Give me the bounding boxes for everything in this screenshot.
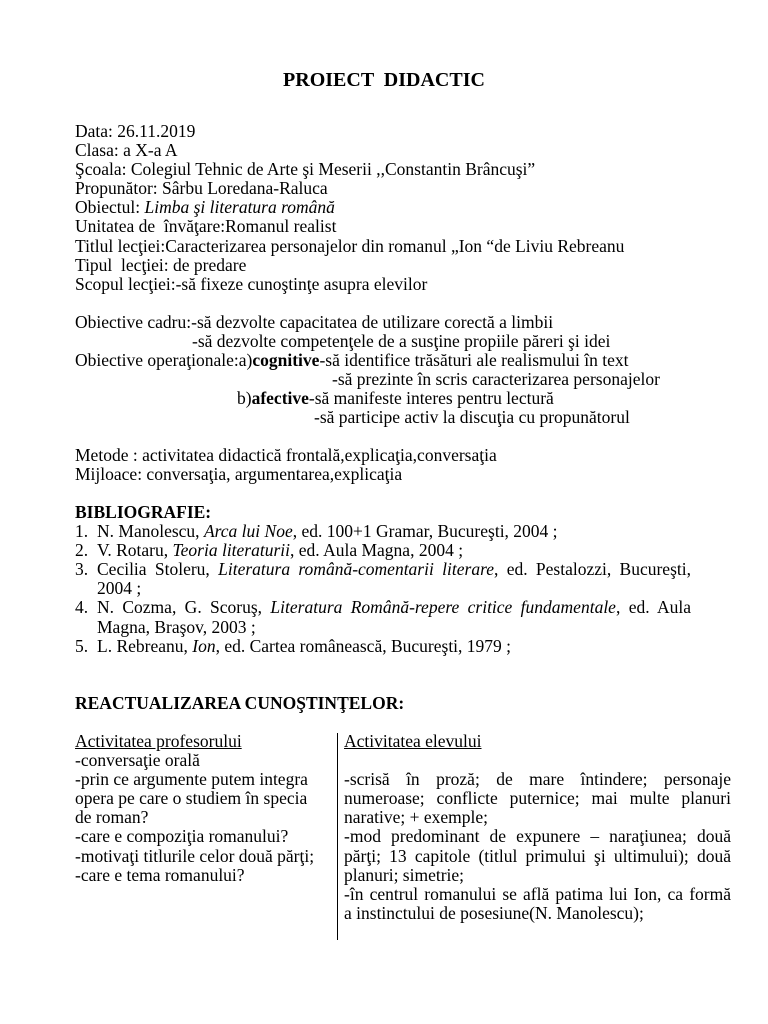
author: L. Rebreanu, [97, 635, 193, 656]
student-answer-line: numeroase; conflicte puternice; mai multe planuri [344, 788, 731, 809]
student-answer-line: părţi; 13 capitole (titlul primului şi ultimului); două [344, 845, 731, 866]
subject-label: Obiectul: [75, 197, 145, 218]
teacher-activity-line: -prin ce argumente putem integra [75, 769, 308, 790]
bibliography [75, 503, 691, 656]
teacher-activity-column [75, 732, 330, 885]
teacher-activity-line: -motivaţi titlurile celor două părţi; [75, 845, 315, 866]
student-activity-column [344, 732, 731, 923]
bibliography-item [75, 598, 691, 636]
blank-line [344, 751, 731, 770]
work-title: Ion [192, 635, 216, 656]
author: N. Manolescu, [97, 521, 204, 542]
cognitive-objective: -să prezinte în scris caracterizarea personajelor [332, 369, 660, 390]
document-title: PROIECT DIDACTIC [283, 69, 485, 91]
student-answer-line: planuri; simetrie; [344, 864, 465, 885]
cognitive-objective-line [75, 370, 660, 389]
teacher-activity-line: de roman? [75, 807, 149, 828]
knowledge-review-section [75, 694, 404, 713]
teacher-activity-line: -conversaţie orală [75, 750, 200, 771]
student-answer-line: narative; + exemple; [344, 807, 488, 828]
teacher-activity-heading: Activitatea profesorului [75, 731, 242, 751]
date-line: Data: 26.11.2019 [75, 121, 196, 141]
cognitive-label: cognitive [252, 350, 320, 371]
student-answer [344, 885, 731, 923]
bibliography-item [75, 560, 691, 598]
bibliography-entry-continued: Magna, Braşov, 2003 ; [97, 616, 256, 637]
subject-line [75, 198, 624, 217]
means-line: Mijloace: conversaţia, argumentarea,explicaţia [75, 464, 403, 485]
operational-objectives-label: Obiective operaţionale: [75, 350, 239, 371]
lesson-info [75, 122, 624, 294]
methods-section [75, 446, 497, 484]
publication-details: , ed. Aula Magna, 2004 ; [290, 540, 464, 561]
affective-label: afective [251, 388, 309, 409]
publication-details: , ed. 100+1 Gramar, Bucureşti, 2004 ; [292, 521, 558, 542]
student-answer-line: -mod predominant de expunere – naraţiunea; două [344, 826, 731, 847]
affective-marker: b) [237, 388, 252, 409]
teacher-line: Propunător: Sârbu Loredana-Raluca [75, 178, 328, 199]
objectives [75, 313, 660, 428]
cognitive-objective: -să identifice trăsături ale realismului în text [319, 350, 629, 371]
bibliography-entry [97, 637, 691, 656]
affective-objective-line [75, 389, 660, 408]
student-answer-line: -scrisă în proză; de mare întindere; personaje [344, 769, 731, 790]
student-answer-line: a instinctului de posesiune(N. Manolescu); [344, 902, 644, 923]
framework-objective-line [75, 332, 660, 351]
teacher-activity-line: -care e tema romanului? [75, 864, 245, 885]
author: N. Cozma, G. Scoruş, [97, 597, 271, 618]
column-divider [337, 733, 338, 940]
item-number: 2. [75, 540, 89, 561]
framework-objectives-label: Obiective cadru: [75, 312, 192, 332]
knowledge-review-heading: REACTUALIZAREA CUNOŞTINŢELOR: [75, 693, 405, 713]
framework-objective: -să dezvolte capacitatea de utilizare corectă a limbii [191, 312, 554, 332]
school-line: Şcoala: Colegiul Tehnic de Arte şi Meserii ,,Constantin Brâncuşi” [75, 159, 536, 180]
framework-objective: -să dezvolte competenţele de a susţine propiile păreri şi idei [192, 331, 611, 352]
work-title: Literatura română-comentarii literare [218, 559, 494, 580]
bibliography-entry [97, 598, 691, 617]
subject-value: Limba şi literatura română [144, 197, 335, 218]
class-line: Clasa: a X-a A [75, 140, 178, 161]
item-number: 4. [75, 597, 89, 618]
item-number: 5. [75, 635, 89, 656]
teacher-activity-line: -care e compoziţia romanului? [75, 826, 289, 847]
learning-unit-line: Unitatea de învăţare:Romanul realist [75, 216, 337, 237]
framework-objective-line [75, 313, 660, 332]
student-answer [344, 770, 731, 827]
work-title: Arca lui Noe [203, 521, 293, 542]
affective-objective: -să participe activ la discuţia cu propunătorul [314, 407, 630, 428]
bibliography-entry [97, 522, 691, 541]
methods-line: Metode : activitatea didactică frontală,explicaţia,conversaţia [75, 445, 497, 465]
work-title: Teoria literaturii [172, 540, 291, 561]
bibliography-item [75, 541, 691, 560]
work-title: Literatura Română-repere critice fundamentale [270, 597, 616, 618]
student-answer-line: -în centrul romanului se află patima lui Ion, ca formă [344, 883, 731, 904]
publication-details: , ed. Aula [615, 597, 691, 618]
student-activity-heading: Activitatea elevului [344, 731, 482, 751]
lesson-type-line: Tipul lecţiei: de predare [75, 254, 247, 275]
bibliography-item [75, 637, 691, 656]
cognitive-marker: a) [238, 350, 253, 371]
student-answer [344, 827, 731, 884]
item-number: 1. [75, 521, 89, 542]
lesson-goal-line: Scopul lecţiei:-să fixeze cunoştinţe asupra elevilor [75, 273, 428, 294]
publication-details: , ed. Cartea românească, Bucureşti, 1979 ; [215, 635, 512, 656]
bibliography-entry [97, 560, 691, 579]
bibliography-entry [97, 541, 691, 560]
bibliography-item [75, 522, 691, 541]
lesson-title-line: Titlul lecţiei:Caracterizarea personajelor din romanul „Ion “de Liviu Rebreanu [75, 235, 625, 256]
publication-details: , ed. Pestalozzi, Bucureşti, [494, 559, 691, 580]
operational-objective-line [75, 351, 660, 370]
author: Cecilia Stoleru, [97, 559, 219, 580]
author: V. Rotaru, [97, 540, 173, 561]
bibliography-entry-continued: 2004 ; [97, 578, 142, 599]
item-number: 3. [75, 559, 89, 580]
affective-objective-line [75, 408, 660, 427]
affective-objective: -să manifeste interes pentru lectură [308, 388, 554, 409]
teacher-activity-line: opera pe care o studiem în specia [75, 788, 308, 809]
bibliography-heading: BIBLIOGRAFIE: [75, 502, 212, 522]
